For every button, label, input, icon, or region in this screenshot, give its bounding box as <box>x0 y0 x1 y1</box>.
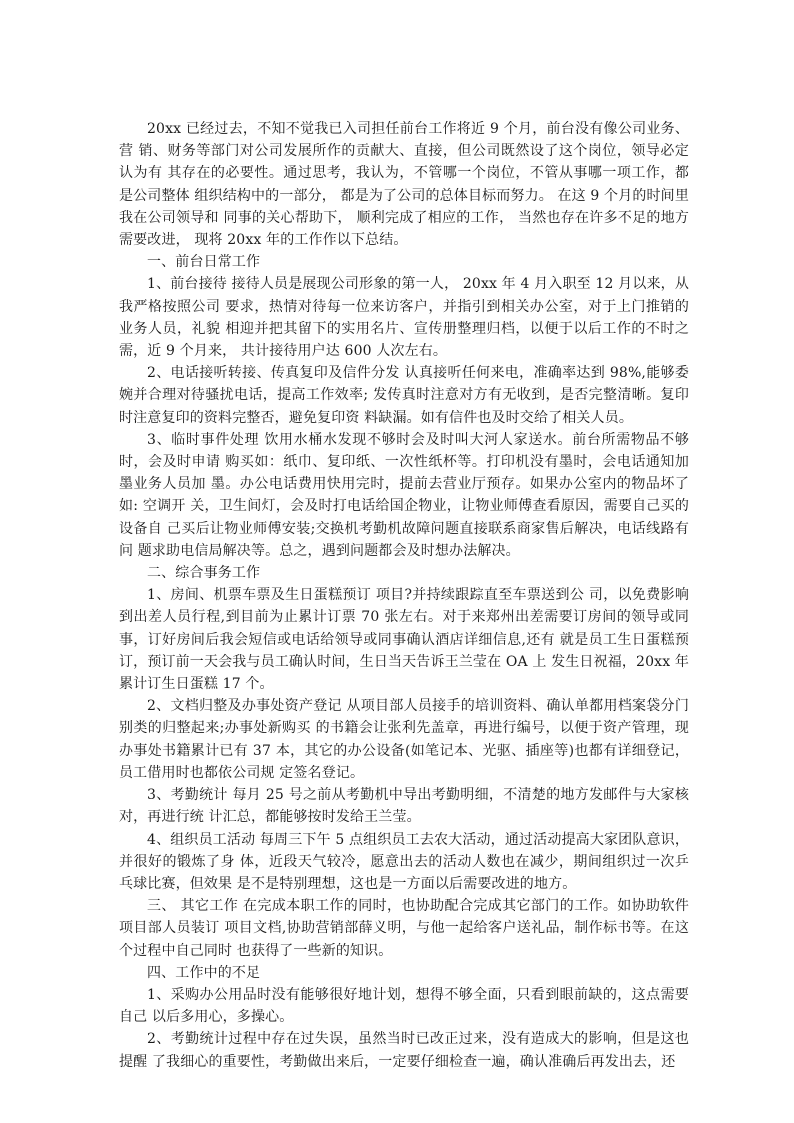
document-body <box>119 118 689 1073</box>
paragraph-reception: 1、前台接待 接待人员是展现公司形象的第一人， 20xx 年 4 月入职至 12 月以来，从 我严格按照公司 要求，热情对待每一位来访客户，并指引到相关办公室，对于上门推销的业务人员，礼貌 相迎并把其留下的实用名片、宣传册整理归档，以便于以后工作的不时之需，近 9 个月来， 共计接待用户达 600 人次左右。 <box>119 276 689 360</box>
paragraph-booking: 1、房间、机票车票及生日蛋糕预订 项目?并持续跟踪直至车票送到公 司，以免费影响到出差人员行程,到目前为止累计订票 70 张左右。对于来郑州出差需要订房间的领导或同事，订好房间后我会短信或电话给领导或同事确认酒店详细信息,还有 就是员工生日蛋糕预订，预订前一天会我与员工确认时间，生日当天告诉王兰莹在 OA 上 发生日祝福，20xx 年累计订生日蛋糕 17 个。 <box>119 587 689 693</box>
paragraph-shortcoming-purchasing: 1、采购办公用品时没有能够很好地计划，想得不够全面，只看到眼前缺的，这点需要自己 以后多用心，多操心。 <box>119 986 689 1026</box>
paragraph-phone-fax: 2、电话接听转接、传真复印及信件分发 认真接听任何来电，准确率达到 98%,能够委婉并合理对待骚扰电话，提高工作效率; 发传真时注意对方有无收到，是否完整清晰。复印时注意复印的资料完整否，避免复印资 料缺漏。如有信件也及时交给了相关人员。 <box>119 365 689 426</box>
paragraph-shortcoming-attendance: 2、考勤统计过程中存在过失误，虽然当时已改正过来，没有造成大的影响，但是这也提醒 了我细心的重要性，考勤做出来后，一定要仔细检查一遍，确认准确后再发出去，还 <box>119 1031 689 1070</box>
paragraph-documents-assets: 2、文档归整及办事处资产登记 从项目部人员接手的培训资料、确认单都用档案袋分门别类的归整起来;办事处新购买 的书籍会让张利先盖章，再进行编号，以便于资产管理，现办事处书籍累计已有 37 本，其它的办公设备(如笔记本、光驱、插座等)也都有详细登记，员工借用时也都依公司规 定签名登记。 <box>119 698 689 781</box>
paragraph-other-work: 三、 其它工作 在完成本职工作的同时，也协助配合完成其它部门的工作。如协助软件项目部人员装订 项目文档,协助营销部薛义明，与他一起给客户送礼品，制作标书等。在这个过程中自己同时 也获得了一些新的知识。 <box>119 898 689 959</box>
section-heading-general-affairs: 二、综合事务工作 <box>147 565 261 582</box>
intro-paragraph: 20xx 已经过去，不知不觉我已入司担任前台工作将近 9 个月，前台没有像公司业务、营 销、财务等部门对公司发展所作的贡献大、直接，但公司既然设了这个岗位，领导必定认为有 其存在的必要性。通过思考，我认为，不管哪一个岗位，不管从事哪一项工作，都是公司整体 组织结构中的一部分， 都是为了公司的总体目标而努力。 在这 9 个月的时间里我在公司领导和 同事的关心帮助下， 顺利完成了相应的工作， 当然也存在许多不足的地方需要改进， 现将 20xx 年的工作作以下总结。 <box>119 121 689 249</box>
section-heading-shortcomings: 四、工作中的不足 <box>147 964 261 981</box>
section-heading-front-desk: 一、前台日常工作 <box>147 254 261 271</box>
paragraph-activities: 4、组织员工活动 每周三下午 5 点组织员工去农大活动，通过活动提高大家团队意识，并很好的锻炼了身 体，近段天气较冷，愿意出去的活动人数也在减少，期间组织过一次乒乓球比赛，但效果 是不是特别理想，这也是一方面以后需要改进的地方。 <box>119 831 689 892</box>
paragraph-attendance: 3、考勤统计 每月 25 号之前从考勤机中导出考勤明细，不清楚的地方发邮件与大家核对，再进行统 计汇总，都能够按时发给王兰莹。 <box>119 787 689 826</box>
paragraph-incidents: 3、临时事件处理 饮用水桶水发现不够时会及时叫大河人家送水。前台所需物品不够时，会及时申请 购买如：纸巾、复印纸、一次性纸杯等。打印机没有墨时，会电话通知加墨业务人员加 墨。办公电话费用快用完时，提前去营业厅预存。如果办公室内的物品坏了如: 空调开 关，卫生间灯，会及时打电话给国企物业，让物业师傅查看原因，需要自己买的设备自 己买后让物业师傅安装;交换机考勤机故障问题直接联系商家售后解决，电话线路有问 题求助电信局解决等。总之，遇到问题都会及时想办法解决。 <box>119 431 689 559</box>
